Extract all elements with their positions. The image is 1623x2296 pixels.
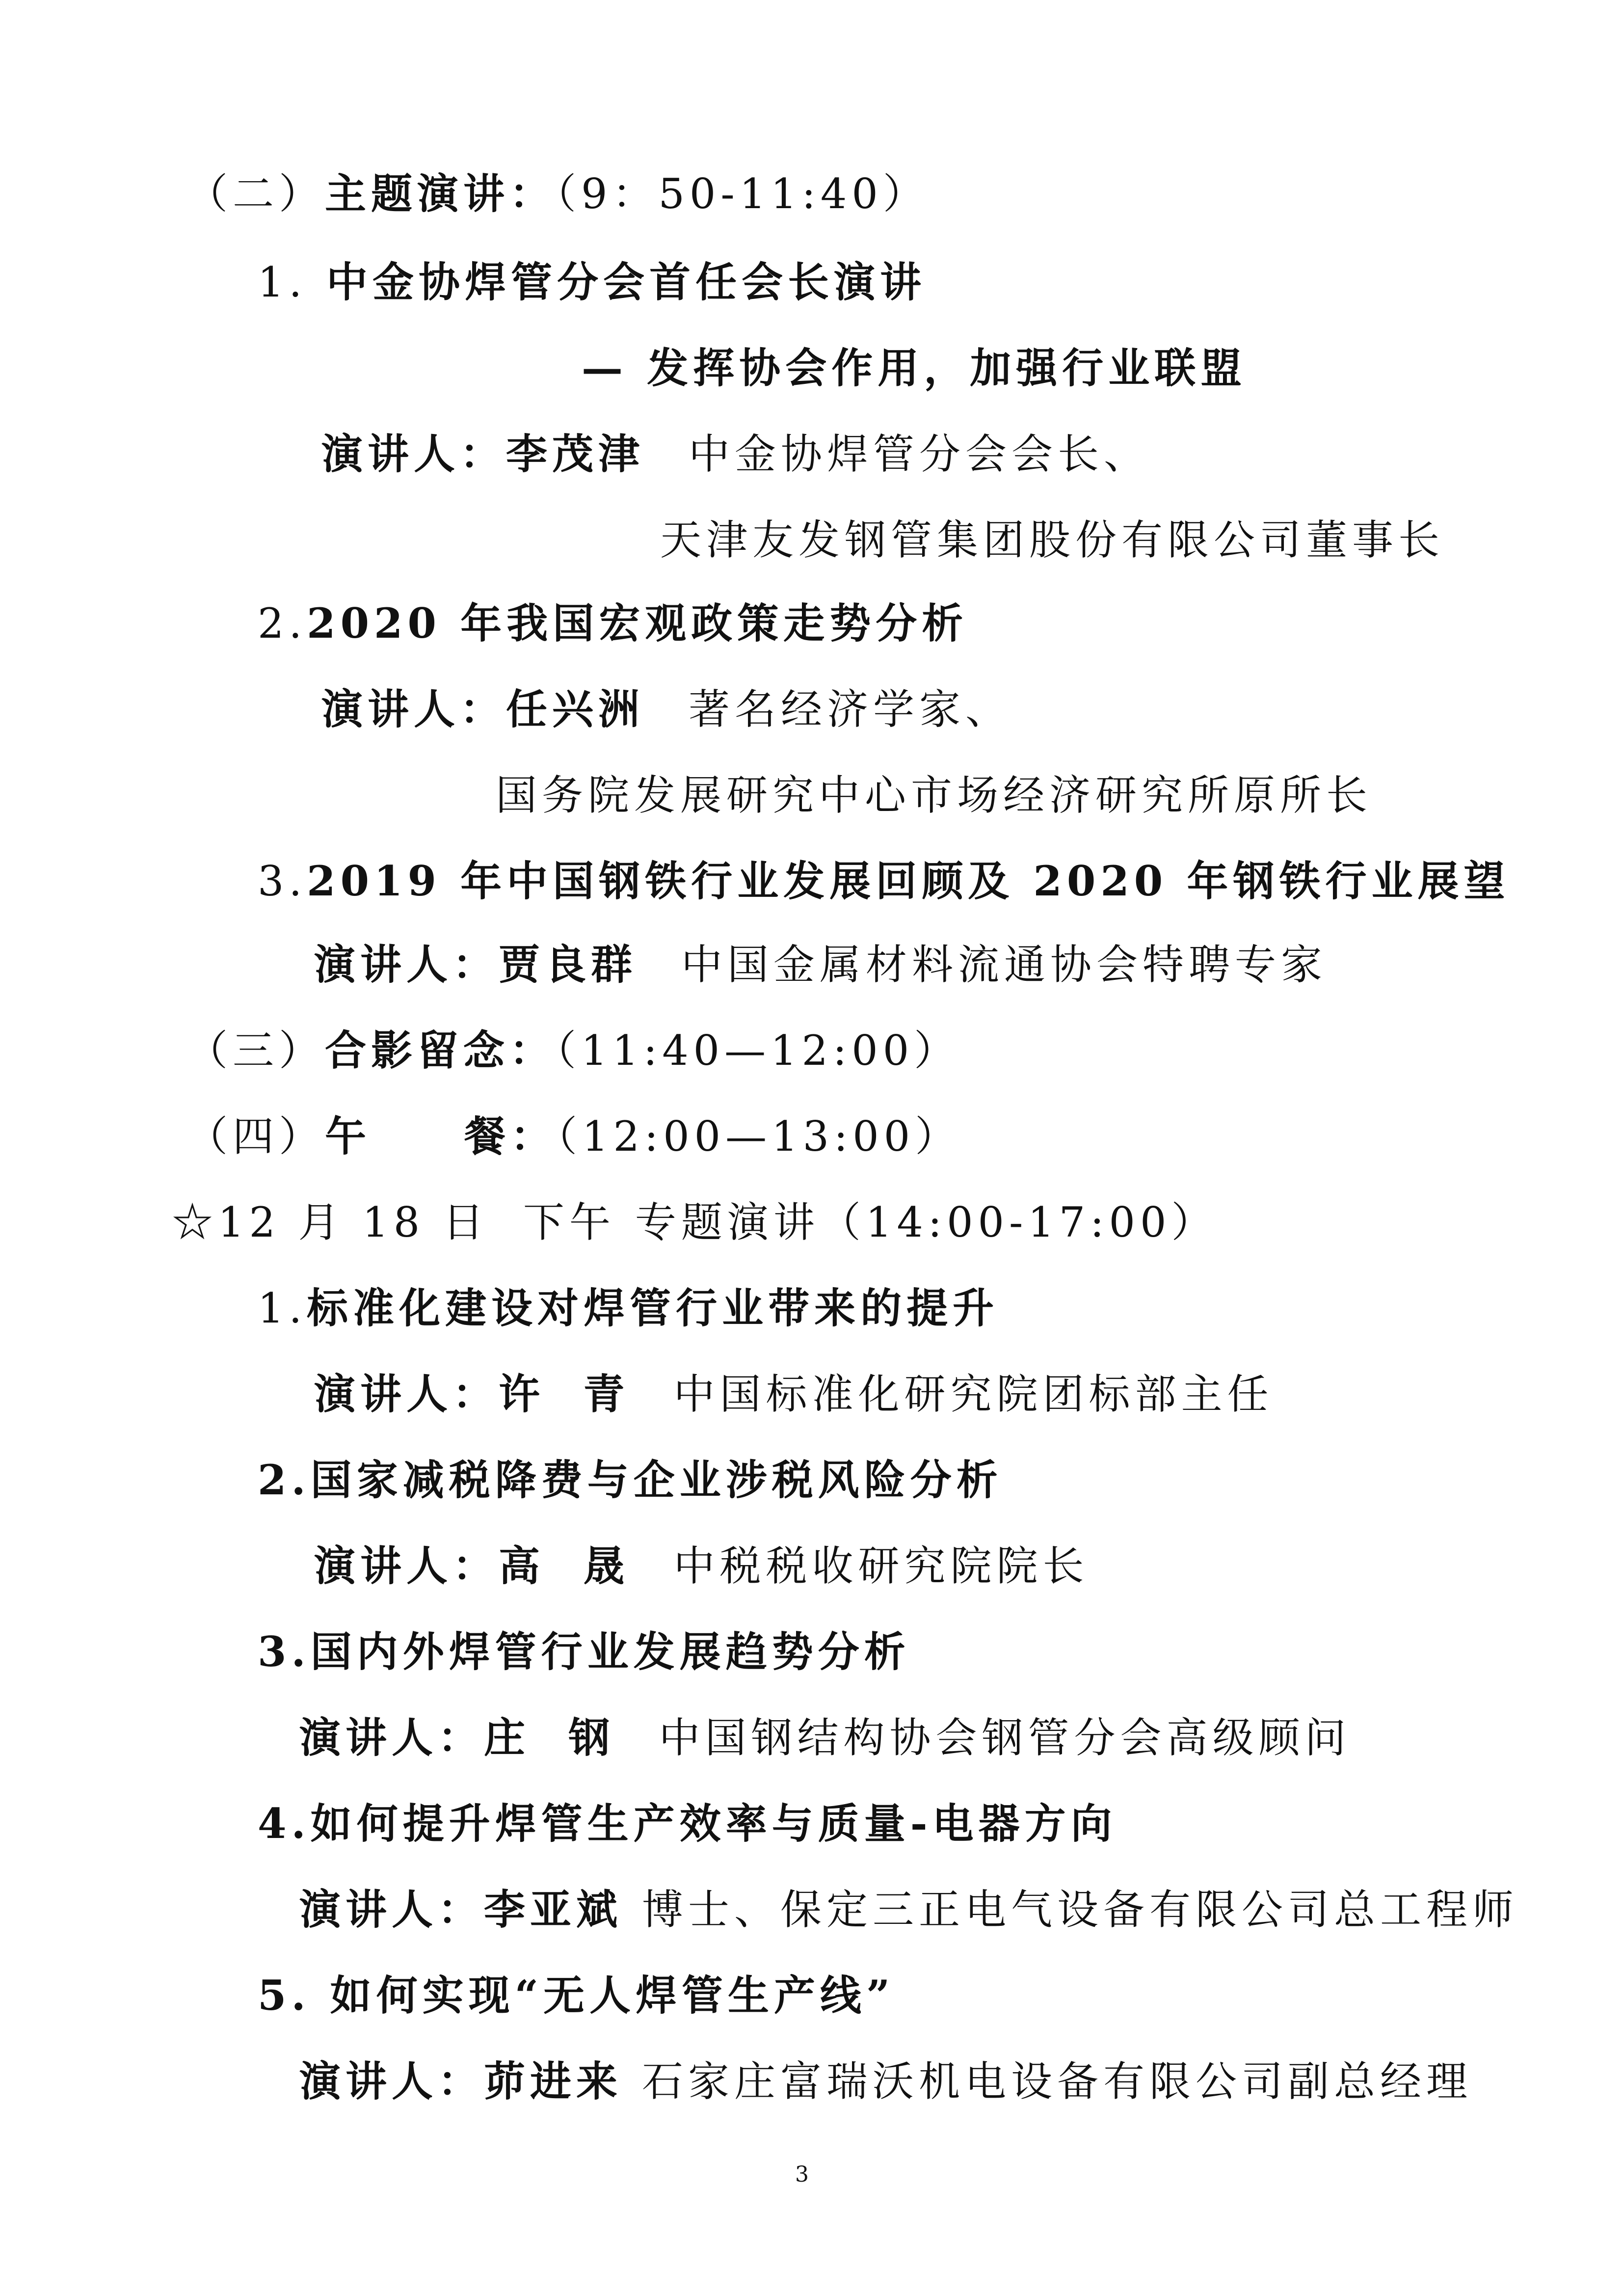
speaker-role-2: 天津友发钢管集团股份有限公司董事长 — [660, 516, 1445, 564]
session-item-title — [258, 1456, 1003, 1505]
item-number: 1. — [258, 1284, 307, 1332]
session-item-title — [258, 1627, 910, 1676]
speaker-label: 演讲人： — [299, 1713, 484, 1762]
speaker-role: 中国标准化研究院团标部主任 — [673, 1370, 1274, 1418]
section-heading-lunch — [186, 1112, 961, 1161]
speaker-line — [314, 1541, 1089, 1591]
item-title: 国家减税降费与企业涉税风险分析 — [310, 1456, 1003, 1504]
speaker-label: 演讲人： — [314, 1541, 499, 1590]
section-prefix: （三） — [186, 1026, 325, 1075]
speaker-role: 著名经济学家、 — [689, 685, 1012, 733]
speaker-name: 李茂津 — [506, 430, 645, 478]
keynote-item-title — [258, 599, 968, 648]
section-title: 主题演讲： — [325, 169, 556, 218]
afternoon-session: 专题演讲（14:00-17:00） — [635, 1198, 1218, 1246]
speaker-role-continued — [660, 515, 1444, 565]
speaker-label: 演讲人： — [314, 940, 499, 989]
item-title: 中金协焊管分会首任会长演讲 — [326, 258, 927, 306]
speaker-role: 石家庄富瑞沃机电设备有限公司副总经理 — [642, 2057, 1473, 2106]
speaker-label: 演讲人： — [314, 1370, 499, 1418]
speaker-label: 演讲人： — [299, 1885, 484, 1934]
speaker-label: 演讲人： — [321, 685, 506, 733]
afternoon-period: 下午 — [523, 1198, 615, 1246]
item-number: 3. — [258, 857, 307, 905]
speaker-line — [321, 685, 1011, 734]
session-item-title — [258, 1799, 1117, 1848]
speaker-role: 中税税收研究院院长 — [673, 1542, 1089, 1590]
speaker-role-continued — [496, 771, 1372, 820]
item-title: 标准化建设对焊管行业带来的提升 — [307, 1284, 999, 1332]
item-title: 国内外焊管行业发展趋势分析 — [310, 1627, 910, 1676]
session-item-title — [258, 1284, 999, 1333]
item-subtitle: — 发挥协会作用，加强行业联盟 — [582, 344, 1247, 392]
speaker-name: 许 青 — [499, 1370, 630, 1418]
speaker-name: 任兴洲 — [506, 685, 645, 733]
session-item-title — [258, 1971, 895, 2020]
section-time: （9：50-11:40） — [556, 170, 929, 218]
keynote-item-subtitle — [582, 344, 1247, 393]
speaker-line — [321, 430, 1150, 479]
section-title-part1: 午 — [325, 1112, 372, 1161]
speaker-role: 中国钢结构协会钢管分会高级顾问 — [659, 1714, 1351, 1762]
speaker-name: 高 晟 — [499, 1541, 630, 1590]
item-number: 1. — [258, 258, 307, 306]
afternoon-header — [172, 1198, 1217, 1247]
item-title: 如何提升焊管生产效率与质量-电器方向 — [310, 1799, 1117, 1848]
section-prefix: （四） — [186, 1112, 325, 1161]
speaker-line — [314, 940, 1327, 989]
speaker-name: 贾良群 — [499, 940, 638, 989]
section-time: （11:40—12:00） — [556, 1026, 960, 1075]
speaker-label: 演讲人： — [299, 2057, 484, 2106]
section-time: （12:00—13:00） — [557, 1112, 961, 1161]
speaker-line — [299, 1885, 1518, 1934]
section-title-part2: 餐： — [464, 1112, 557, 1161]
keynote-item-title — [258, 258, 926, 307]
speaker-role: 中国金属材料流通协会特聘专家 — [681, 941, 1328, 989]
speaker-line — [299, 2057, 1472, 2106]
speaker-role: 中金协焊管分会会长、 — [689, 430, 1150, 478]
speaker-name: 茆进来 — [484, 2057, 623, 2106]
speaker-line — [299, 1713, 1351, 1762]
item-title: 如何实现“无人焊管生产线” — [330, 1971, 895, 2020]
item-number: 2. — [258, 599, 307, 648]
speaker-role: 博士、保定三正电气设备有限公司总工程师 — [642, 1886, 1519, 1934]
speaker-name: 李亚斌 — [484, 1885, 623, 1934]
speaker-label: 演讲人： — [321, 430, 506, 478]
section-heading-keynote — [186, 169, 929, 218]
speaker-line — [314, 1370, 1274, 1419]
speaker-name: 庄 钢 — [484, 1713, 615, 1762]
section-prefix: （二） — [186, 170, 325, 218]
item-title: 2020 年我国宏观政策走势分析 — [307, 599, 968, 648]
item-title: 2019 年中国钢铁行业发展回顾及 2020 年钢铁行业展望 — [307, 857, 1510, 905]
section-heading-photo — [186, 1026, 960, 1075]
item-number: 2. — [258, 1456, 311, 1504]
item-number: 5. — [258, 1971, 311, 2020]
speaker-role-2: 国务院发展研究中心市场经济研究所原所长 — [496, 771, 1373, 819]
afternoon-date: ☆12 月 18 日 — [172, 1198, 489, 1246]
item-number: 4. — [258, 1799, 311, 1848]
keynote-item-title — [258, 857, 1510, 906]
page-number: 3 — [795, 2162, 809, 2187]
item-number: 3. — [258, 1627, 311, 1676]
section-title: 合影留念： — [325, 1026, 556, 1075]
